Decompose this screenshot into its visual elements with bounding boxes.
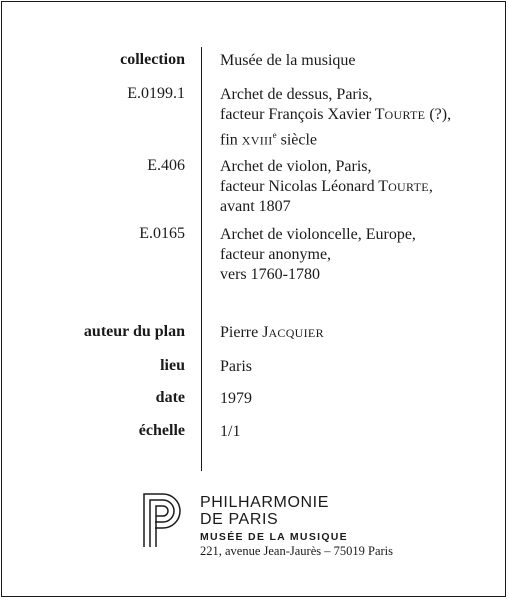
place-value-text: Paris — [220, 358, 252, 375]
inventory-number-e0199: E.0199.1 — [127, 85, 185, 102]
item-description-e406 — [220, 157, 505, 217]
philharmonie-p-logo-icon — [141, 491, 187, 549]
item-description-e0199 — [220, 85, 505, 150]
collection-label: collection — [120, 51, 185, 68]
date-label: date — [155, 389, 185, 406]
place-label: lieu — [160, 357, 185, 374]
address: 221, avenue Jean-Jaurès – 75019 Paris — [200, 544, 394, 558]
description-line: facteur Nicolas Léonard TOURTE, — [220, 178, 433, 195]
brand-line-2: DE PARIS — [200, 511, 279, 528]
plan-author-name: Pierre JACQUIER — [220, 324, 324, 341]
description-line: avant 1807 — [220, 198, 291, 215]
brand-subtitle: MUSÉE DE LA MUSIQUE — [200, 531, 348, 543]
place-value — [220, 357, 505, 377]
collection-value-text: Musée de la musique — [220, 52, 356, 69]
collection-value — [220, 51, 505, 71]
description-line: facteur anonyme, — [220, 246, 332, 263]
plan-author-value — [220, 323, 505, 343]
inventory-number-e0165: E.0165 — [139, 225, 185, 242]
scale-value-text: 1/1 — [220, 423, 241, 440]
scale-value — [220, 422, 505, 442]
scale-label: échelle — [138, 422, 185, 439]
description-line: Archet de violon, Paris, — [220, 158, 372, 175]
description-line: Archet de dessus, Paris, — [220, 86, 373, 103]
description-line: facteur François Xavier TOURTE (?), — [220, 106, 452, 123]
description-line: vers 1760-1780 — [220, 266, 320, 283]
date-value-text: 1979 — [220, 390, 252, 407]
plan-author-label: auteur du plan — [83, 323, 185, 340]
description-line: Archet de violoncelle, Europe, — [220, 226, 416, 243]
inventory-number-e406: E.406 — [147, 157, 185, 174]
item-description-e0165 — [220, 225, 505, 285]
brand-name — [200, 494, 329, 528]
brand-line-1: PHILHARMONIE — [200, 494, 329, 511]
description-line: fin XVIIIe siècle — [220, 130, 318, 149]
column-divider — [201, 47, 202, 471]
date-value — [220, 389, 505, 409]
